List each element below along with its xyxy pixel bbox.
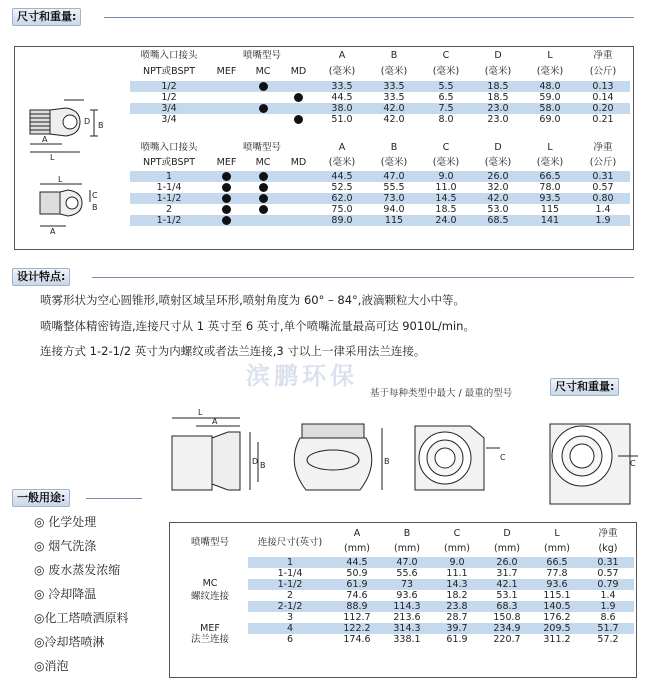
cell-size: 1-1/4 bbox=[277, 568, 303, 579]
section-divider bbox=[92, 277, 634, 278]
cell-l: 140.5 bbox=[532, 601, 582, 612]
header-dim-d: D bbox=[494, 142, 502, 153]
cell-w: 0.57 bbox=[597, 568, 619, 579]
cell-model-mc bbox=[245, 81, 281, 92]
feature-line-3: 连接方式 1-2-1/2 英寸为内螺纹或者法兰连接,3 寸以上一律采用法兰连接。 bbox=[40, 344, 426, 358]
cell-l: 176.2 bbox=[543, 612, 571, 623]
cell-a: 33.5 bbox=[316, 81, 368, 92]
dim-label-c: C bbox=[92, 191, 98, 200]
cell-w: 51.7 bbox=[582, 623, 634, 634]
cell-c: 7.5 bbox=[420, 103, 472, 114]
cell-l: 78.0 bbox=[539, 182, 561, 193]
table-row bbox=[130, 114, 630, 125]
cell-d: 18.5 bbox=[472, 81, 524, 92]
group-label-mef bbox=[172, 623, 248, 645]
filled-dot-icon bbox=[222, 183, 231, 192]
header-unit: (mm) bbox=[344, 542, 370, 554]
header-dim-l: L bbox=[547, 142, 553, 153]
header-unit: (毫米) bbox=[536, 156, 564, 168]
cell-model-md bbox=[281, 81, 316, 92]
cell-w: 1.4 bbox=[600, 590, 616, 601]
section-title-design-features: 设计特点: bbox=[12, 268, 70, 286]
cell-b: 33.5 bbox=[383, 92, 405, 103]
cell-a: 89.0 bbox=[316, 215, 368, 226]
cell-b: 115 bbox=[368, 215, 420, 226]
dim-label-b-2: B bbox=[92, 203, 98, 212]
cell-c: 5.5 bbox=[420, 81, 472, 92]
header-unit: (毫米) bbox=[328, 65, 356, 77]
cell-a: 38.0 bbox=[316, 103, 368, 114]
watermark: 滨鹏环保 bbox=[246, 362, 358, 390]
header-dim-a: A bbox=[338, 142, 346, 153]
header-unit: (毫米) bbox=[432, 65, 460, 77]
section-title-dimensions: 尺寸和重量: bbox=[12, 8, 81, 26]
filled-dot-icon bbox=[294, 93, 303, 102]
header-unit: (毫米) bbox=[380, 156, 408, 168]
header-dim-b: B bbox=[390, 50, 398, 61]
header-unit: (毫米) bbox=[484, 156, 512, 168]
table-row bbox=[172, 623, 634, 634]
dim-label-b-3: B bbox=[260, 461, 266, 470]
cell-model-mef bbox=[208, 114, 245, 125]
cell-model-mc bbox=[245, 182, 281, 193]
cell-c: 11.1 bbox=[446, 568, 468, 579]
table-row bbox=[130, 103, 630, 114]
header-dim-c: C bbox=[442, 142, 450, 153]
dim-label-c-3: C bbox=[630, 459, 636, 468]
header-inlet: 喷嘴入口接头 bbox=[140, 50, 198, 61]
cell-c: 14.5 bbox=[420, 193, 472, 204]
cell-size: 4 bbox=[248, 623, 332, 634]
cell-model-mc bbox=[245, 215, 281, 226]
group-label-mc bbox=[172, 557, 248, 623]
dimensions-table-3 bbox=[172, 528, 634, 645]
cell-l: 66.5 bbox=[524, 171, 576, 182]
header-weight-unit: (kg) bbox=[598, 542, 618, 554]
dimensions-table-2 bbox=[130, 142, 630, 226]
filled-dot-icon bbox=[222, 172, 231, 181]
dim-label-a-2: A bbox=[50, 227, 56, 236]
table-row bbox=[130, 204, 630, 215]
cell-d: 32.0 bbox=[487, 182, 509, 193]
header-dim-b: B bbox=[390, 142, 398, 153]
cell-c: 24.0 bbox=[420, 215, 472, 226]
header-unit: (毫米) bbox=[380, 65, 408, 77]
header-model-md: MD bbox=[290, 65, 307, 77]
header-dim-l: L bbox=[547, 50, 553, 61]
cell-d: 42.1 bbox=[482, 579, 532, 590]
table-row bbox=[130, 182, 630, 193]
cell-a: 44.5 bbox=[316, 171, 368, 182]
header-unit: (mm) bbox=[494, 542, 520, 554]
cell-w: 8.6 bbox=[600, 612, 616, 623]
header-model-mc: MC bbox=[255, 156, 271, 168]
cell-l: 115 bbox=[540, 204, 560, 215]
dim-label-c-2: C bbox=[500, 453, 506, 462]
header-dim-a: A bbox=[338, 50, 346, 61]
cell-b: 42.0 bbox=[368, 103, 420, 114]
cell-inlet: 1 bbox=[130, 171, 208, 182]
group-subname: 螺纹连接 bbox=[190, 591, 229, 602]
cell-model-mef bbox=[208, 81, 245, 92]
cell-a: 112.7 bbox=[343, 612, 371, 623]
cell-w: 0.20 bbox=[576, 103, 630, 114]
cell-model-md bbox=[281, 103, 316, 114]
cell-b: 55.5 bbox=[383, 182, 405, 193]
cell-w: 57.2 bbox=[597, 634, 619, 645]
use-item: ◎ 化学处理 bbox=[34, 515, 97, 529]
table-row bbox=[130, 215, 630, 226]
header-dim-d: D bbox=[503, 528, 511, 539]
cell-size: 1-1/2 bbox=[248, 579, 332, 590]
cell-model-mc bbox=[245, 193, 281, 204]
header-weight-unit: (公斤) bbox=[589, 65, 617, 77]
use-item: ◎化工塔喷洒原料 bbox=[34, 611, 129, 625]
use-item: ◎ 烟气洗涤 bbox=[34, 539, 97, 553]
use-item: ◎ 废水蒸发浓缩 bbox=[34, 563, 121, 577]
cell-d: 18.5 bbox=[487, 92, 509, 103]
cell-size: 2 bbox=[286, 590, 294, 601]
cell-c: 39.7 bbox=[432, 623, 482, 634]
dim-label-l-2: L bbox=[58, 175, 63, 184]
cell-model-mef bbox=[208, 103, 245, 114]
feature-line-2: 喷嘴整体精密铸造,连接尺寸从 1 英寸至 6 英寸,单个喷嘴流量最高可达 9010L/min。 bbox=[40, 319, 475, 333]
table-row bbox=[130, 171, 630, 182]
cell-c: 9.0 bbox=[420, 171, 472, 182]
table-row bbox=[130, 81, 630, 92]
header-weight: 净重 bbox=[598, 528, 618, 539]
header-unit: (毫米) bbox=[484, 65, 512, 77]
use-item: ◎消泡 bbox=[34, 659, 69, 673]
cell-b: 47.0 bbox=[368, 171, 420, 182]
cell-model-md bbox=[281, 171, 316, 182]
cell-a: 75.0 bbox=[331, 204, 353, 215]
cell-c: 18.5 bbox=[435, 204, 457, 215]
cell-inlet: 3/4 bbox=[130, 103, 208, 114]
cell-b: 42.0 bbox=[383, 114, 405, 125]
header-unit: (mm) bbox=[444, 542, 470, 554]
cell-w: 0.21 bbox=[592, 114, 614, 125]
cell-w: 0.79 bbox=[582, 579, 634, 590]
cell-inlet: 1-1/4 bbox=[156, 182, 182, 193]
cell-model-md bbox=[281, 114, 316, 125]
cell-size: 6 bbox=[286, 634, 294, 645]
filled-dot-icon bbox=[259, 183, 268, 192]
cell-d: 23.0 bbox=[472, 103, 524, 114]
cell-w: 0.13 bbox=[576, 81, 630, 92]
cell-inlet: 1-1/2 bbox=[130, 193, 208, 204]
dim-label-d-2: D bbox=[252, 457, 259, 466]
header-inlet-standard: NPT或BSPT bbox=[142, 156, 196, 168]
cell-b: 93.6 bbox=[396, 590, 418, 601]
cell-b: 338.1 bbox=[393, 634, 421, 645]
section-divider bbox=[104, 17, 634, 18]
cell-l: 93.5 bbox=[524, 193, 576, 204]
cell-l: 209.5 bbox=[532, 623, 582, 634]
cell-l: 311.2 bbox=[543, 634, 571, 645]
cell-a: 50.9 bbox=[346, 568, 368, 579]
cell-d: 26.0 bbox=[482, 557, 532, 568]
cell-l: 77.8 bbox=[546, 568, 568, 579]
cell-c: 23.8 bbox=[432, 601, 482, 612]
cell-b: 47.0 bbox=[382, 557, 432, 568]
cell-a: 74.6 bbox=[346, 590, 368, 601]
cell-a: 174.6 bbox=[343, 634, 371, 645]
cell-size: 3 bbox=[286, 612, 294, 623]
header-model: 喷嘴型号 bbox=[190, 537, 229, 548]
cell-model-md bbox=[281, 193, 316, 204]
cell-model-md bbox=[281, 204, 316, 215]
cell-d: 68.5 bbox=[472, 215, 524, 226]
cell-b: 55.6 bbox=[396, 568, 418, 579]
cell-d: 23.0 bbox=[487, 114, 509, 125]
filled-dot-icon bbox=[294, 115, 303, 124]
cell-w: 1.4 bbox=[595, 204, 611, 215]
group-name: MEF bbox=[200, 623, 220, 634]
use-item: ◎ 冷却降温 bbox=[34, 587, 97, 601]
cell-l: 115.1 bbox=[543, 590, 571, 601]
cell-model-mc bbox=[245, 204, 281, 215]
header-unit: (毫米) bbox=[328, 156, 356, 168]
header-connection: 连接尺寸(英寸) bbox=[257, 537, 323, 548]
cell-c: 6.5 bbox=[438, 92, 454, 103]
header-weight: 净重 bbox=[593, 142, 613, 153]
header-model: 喷嘴型号 bbox=[242, 50, 281, 61]
cell-a: 88.9 bbox=[332, 601, 382, 612]
cell-l: 93.6 bbox=[532, 579, 582, 590]
cell-model-md bbox=[281, 215, 316, 226]
filled-dot-icon bbox=[259, 104, 268, 113]
filled-dot-icon bbox=[222, 216, 231, 225]
cell-w: 1.9 bbox=[582, 601, 634, 612]
section-divider bbox=[86, 498, 142, 499]
cell-b: 73 bbox=[382, 579, 432, 590]
header-unit: (mm) bbox=[394, 542, 420, 554]
cell-d: 53.0 bbox=[487, 204, 509, 215]
dim-label-a-3: A bbox=[212, 417, 218, 426]
dim-label-b-4: B bbox=[384, 457, 390, 466]
cell-inlet: 2 bbox=[165, 204, 173, 215]
header-unit: (mm) bbox=[544, 542, 570, 554]
cell-l: 58.0 bbox=[524, 103, 576, 114]
cell-a: 44.5 bbox=[331, 92, 353, 103]
filled-dot-icon bbox=[259, 205, 268, 214]
cell-c: 18.2 bbox=[446, 590, 468, 601]
cell-b: 114.3 bbox=[382, 601, 432, 612]
cell-l: 48.0 bbox=[524, 81, 576, 92]
cell-d: 53.1 bbox=[496, 590, 518, 601]
group-subname: 法兰连接 bbox=[190, 634, 229, 645]
cell-c: 14.3 bbox=[432, 579, 482, 590]
cell-d: 234.9 bbox=[482, 623, 532, 634]
cell-a: 61.9 bbox=[332, 579, 382, 590]
group-name: MC bbox=[202, 578, 218, 589]
cell-size: 2-1/2 bbox=[248, 601, 332, 612]
cell-d: 220.7 bbox=[493, 634, 521, 645]
nozzle-dimension-diagram bbox=[18, 80, 128, 240]
cell-l: 141 bbox=[524, 215, 576, 226]
cell-model-mef bbox=[208, 92, 245, 103]
cell-b: 94.0 bbox=[383, 204, 405, 215]
header-dim-c: C bbox=[453, 528, 461, 539]
cell-l: 69.0 bbox=[539, 114, 561, 125]
header-model-mef: MEF bbox=[216, 156, 237, 168]
cell-inlet: 1-1/2 bbox=[130, 215, 208, 226]
cell-a: 44.5 bbox=[332, 557, 382, 568]
cell-d: 150.8 bbox=[493, 612, 521, 623]
filled-dot-icon bbox=[259, 194, 268, 203]
header-model-md: MD bbox=[290, 156, 307, 168]
table-row bbox=[172, 557, 634, 568]
cell-l: 66.5 bbox=[532, 557, 582, 568]
cell-inlet: 3/4 bbox=[161, 114, 177, 125]
cell-d: 26.0 bbox=[472, 171, 524, 182]
cell-l: 59.0 bbox=[539, 92, 561, 103]
cell-model-md bbox=[281, 92, 316, 103]
header-dim-d: D bbox=[494, 50, 502, 61]
cell-b: 213.6 bbox=[393, 612, 421, 623]
cell-b: 314.3 bbox=[382, 623, 432, 634]
filled-dot-icon bbox=[259, 82, 268, 91]
cell-c: 28.7 bbox=[446, 612, 468, 623]
cell-w: 0.14 bbox=[592, 92, 614, 103]
header-model-mef: MEF bbox=[216, 65, 237, 77]
section-title-applications: 一般用途: bbox=[12, 489, 70, 507]
header-dim-a: A bbox=[353, 528, 361, 539]
cell-a: 51.0 bbox=[331, 114, 353, 125]
filled-dot-icon bbox=[222, 194, 231, 203]
cell-model-mc bbox=[245, 92, 281, 103]
section-title-dimensions-2: 尺寸和重量: bbox=[550, 378, 619, 396]
cell-model-mc bbox=[245, 114, 281, 125]
cell-w: 0.31 bbox=[576, 171, 630, 182]
cell-w: 0.57 bbox=[592, 182, 614, 193]
header-model: 喷嘴型号 bbox=[242, 142, 281, 153]
cell-model-md bbox=[281, 182, 316, 193]
header-weight: 净重 bbox=[593, 50, 613, 61]
header-unit: (毫米) bbox=[536, 65, 564, 77]
nozzle-views-diagram bbox=[150, 398, 640, 506]
cell-model-mef bbox=[208, 182, 245, 193]
cell-inlet: 1/2 bbox=[130, 81, 208, 92]
dim-label-l-3: L bbox=[198, 408, 203, 417]
cell-model-mef bbox=[208, 215, 245, 226]
cell-d: 68.3 bbox=[482, 601, 532, 612]
cell-model-mc bbox=[245, 171, 281, 182]
filled-dot-icon bbox=[259, 172, 268, 181]
cell-c: 8.0 bbox=[438, 114, 454, 125]
dimensions-table-1 bbox=[130, 50, 630, 125]
cell-size: 1 bbox=[248, 557, 332, 568]
header-dim-l: L bbox=[554, 528, 560, 539]
cell-w: 0.80 bbox=[576, 193, 630, 204]
use-item: ◎冷却塔喷淋 bbox=[34, 635, 105, 649]
header-inlet-standard: NPT或BSPT bbox=[142, 65, 196, 77]
cell-model-mef bbox=[208, 193, 245, 204]
cell-c: 61.9 bbox=[446, 634, 468, 645]
cell-w: 1.9 bbox=[576, 215, 630, 226]
cell-model-mef bbox=[208, 204, 245, 215]
cell-a: 122.2 bbox=[332, 623, 382, 634]
cell-c: 11.0 bbox=[435, 182, 457, 193]
header-unit: (毫米) bbox=[432, 156, 460, 168]
header-weight-unit: (公斤) bbox=[589, 156, 617, 168]
dim-label-a: A bbox=[42, 135, 48, 144]
cell-a: 52.5 bbox=[331, 182, 353, 193]
dim-label-l: L bbox=[50, 153, 55, 162]
dimensions-note: 基于每种类型中最大 / 最重的型号 bbox=[370, 388, 513, 399]
table-row bbox=[130, 193, 630, 204]
cell-model-mef bbox=[208, 171, 245, 182]
header-dim-b: B bbox=[403, 528, 411, 539]
dim-label-b: B bbox=[98, 121, 104, 130]
cell-b: 33.5 bbox=[368, 81, 420, 92]
cell-a: 62.0 bbox=[316, 193, 368, 204]
cell-d: 42.0 bbox=[472, 193, 524, 204]
table-row bbox=[130, 92, 630, 103]
header-dim-c: C bbox=[442, 50, 450, 61]
filled-dot-icon bbox=[222, 205, 231, 214]
feature-line-1: 喷雾形状为空心圆锥形,喷射区域呈环形,喷射角度为 60° – 84°,液滴颗粒大小中等。 bbox=[40, 293, 465, 307]
cell-b: 73.0 bbox=[368, 193, 420, 204]
header-model-mc: MC bbox=[255, 65, 271, 77]
cell-w: 0.31 bbox=[582, 557, 634, 568]
cell-c: 9.0 bbox=[432, 557, 482, 568]
cell-model-mc bbox=[245, 103, 281, 114]
header-inlet: 喷嘴入口接头 bbox=[140, 142, 198, 153]
cell-inlet: 1/2 bbox=[161, 92, 177, 103]
dim-label-d: D bbox=[84, 117, 91, 126]
cell-d: 31.7 bbox=[496, 568, 518, 579]
